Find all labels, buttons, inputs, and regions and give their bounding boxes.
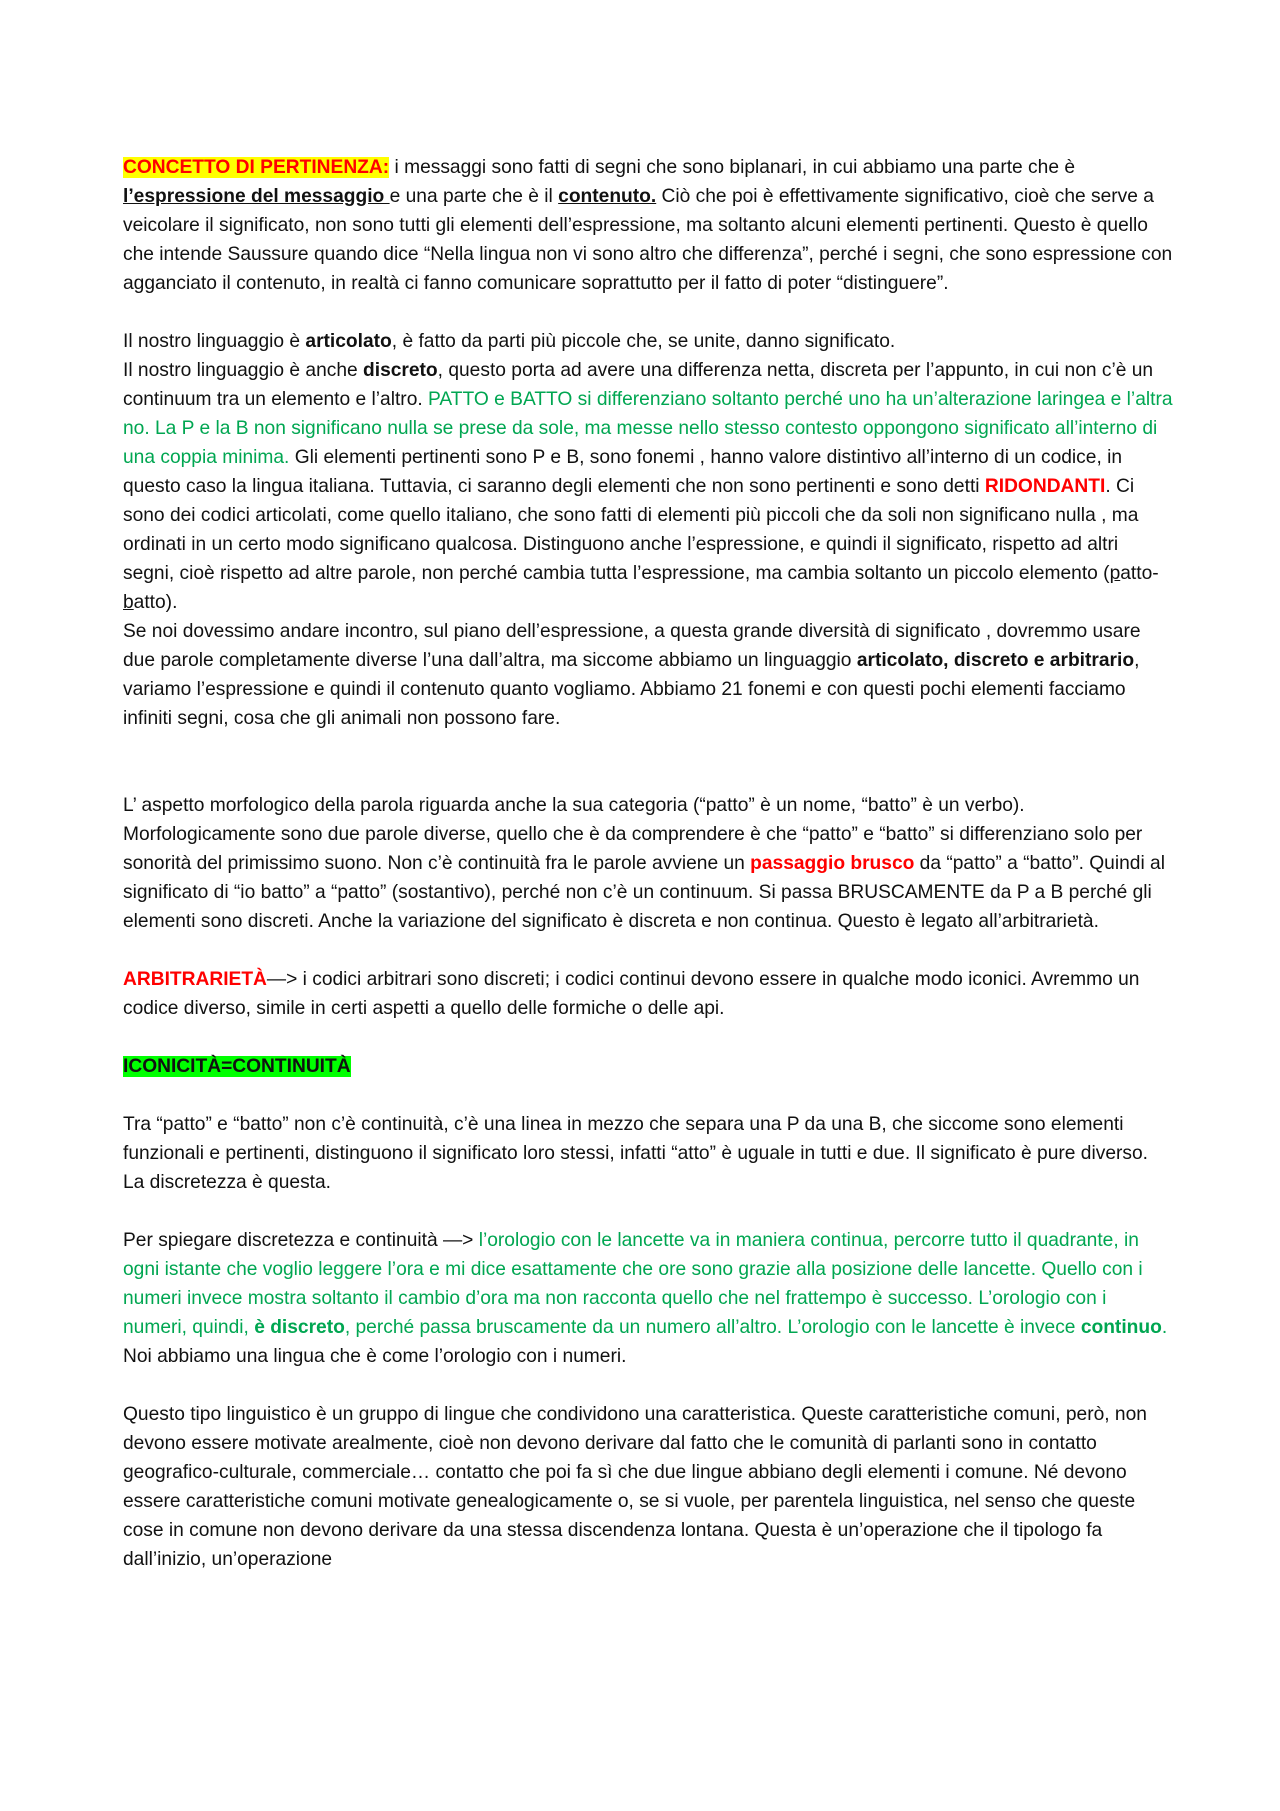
paragraph-discreto (123, 356, 1173, 617)
paragraph-gap (123, 1197, 1173, 1226)
paragraph-tipo-linguistico (123, 1400, 1173, 1574)
green-note-patto-batto: PATTO e BATTO si differenziano soltanto perché uno ha un’alterazione laringea e l’altra no. La P e la B non significano nulla se prese da sole, ma messe nello stesso contesto oppongono significato all’interno di una coppia minima. (123, 389, 1173, 468)
green-note-orologio: , perché passa bruscamente da un numero all’altro. L’orologio con le lancette è invece (344, 1317, 1081, 1338)
paragraph-morfologico (123, 791, 1173, 936)
underlined-letter-b: b (123, 592, 134, 613)
paragraph-articolato (123, 327, 1173, 356)
term-passaggio-brusco: passaggio brusco (750, 853, 915, 874)
text-span: , questo porta ad avere una differenza netta, discreta per l’appunto, in cui non c’è un continuum tra un elemento e l’altro. (123, 360, 1154, 410)
green-note-orologio: . (1161, 1317, 1168, 1338)
text-span: da “patto” a “batto”. Quindi al significato di “io batto” a “patto” (sostantivo), perché non c’è un continuum. Si passa BRUSCAMENTE da P a B perché gli elementi sono discreti. Anche la variazione del significato è discreta e non continua. Questo è legato all’arbitrarietà. (123, 853, 1165, 932)
term-e-discreto: è discreto (254, 1317, 345, 1338)
paragraph-gap (123, 298, 1173, 327)
underlined-letter-p: p (1109, 563, 1121, 584)
text-span: Per spiegare discretezza e continuità —> (123, 1230, 479, 1251)
paragraph-gap (123, 733, 1173, 791)
term-ridondanti: RIDONDANTI (984, 476, 1106, 497)
paragraph-gap (123, 1081, 1173, 1110)
text-span: Il nostro linguaggio è (123, 331, 306, 352)
text-span: L’ aspetto morfologico della parola riguarda anche la sua categoria (“patto” è un nome, “batto” è un verbo). Morfologicamente sono due parole diverse, quello che è da comprendere è che “patto” e “batto” si differenziano solo per sonorità del primissimo suono. Non c’è continuità fra le parole avviene un (123, 795, 1143, 874)
text-span: . Ci sono dei codici articolati, come quello italiano, che sono fatti di elementi più piccoli che da soli non significano nulla , ma ordinati in un certo modo significano qualcosa. Distinguono anche l’espressione, e quindi il significato, rispetto ad altri segni, cioè rispetto ad altre parole, non perché cambia tutta l’espressione, ma cambia soltanto un piccolo elemento ( (123, 476, 1139, 584)
paragraph-pertinenza (123, 153, 1173, 298)
text-span: Questo tipo linguistico è un gruppo di lingue che condividono una caratteristica. Queste caratteristiche comuni, però, non devono essere motivate arealmente, cioè non devono derivare dal fatto che le comunità di parlanti sono in contatto geografico-culturale, commerciale… contatto che poi fa sì che due lingue abbiano degli elementi i comune. Né devono essere caratteristiche comuni motivate genealogicamente o, se si vuole, per parentela linguistica, nel senso che queste cose in comune non devono derivare da una stessa discendenza lontana. Questa è un’operazione che il tipologo fa dall’inizio, un’operazione (123, 1404, 1147, 1570)
document-body (123, 153, 1173, 1574)
text-span: Se noi dovessimo andare incontro, sul piano dell’espressione, a questa grande diversità di significato , dovremmo usare due parole completamente diverse l’una dall’altra, ma siccome abbiamo un linguaggio (123, 621, 1141, 671)
term-espressione: l’espressione del messaggio (123, 186, 390, 207)
term-articolato-discreto-arbitrario: articolato, discreto e arbitrario (856, 650, 1135, 671)
text-span: Gli elementi pertinenti sono P e B, sono fonemi , hanno valore distintivo all’interno di un codice, in questo caso la lingua italiana. Tuttavia, ci saranno degli elementi che non sono pertinenti e sono detti (123, 447, 1123, 497)
text-span: , variamo l’espressione e quindi il contenuto quanto vogliamo. Abbiamo 21 fonemi e con questi pochi elementi facciamo infiniti segni, cosa che gli animali non possono fare. (123, 650, 1140, 729)
paragraph-gap (123, 1023, 1173, 1052)
paragraph-arbitrarieta (123, 965, 1173, 1023)
text-span: e una parte che è il (389, 186, 559, 207)
term-discreto: discreto (363, 360, 438, 381)
text-span: i messaggi sono fatti di segni che sono biplanari, in cui abbiamo una parte che è (389, 157, 1075, 178)
text-span: Noi abbiamo una lingua che è come l’orologio con i numeri. (123, 1346, 627, 1367)
paragraph-arbitrario (123, 617, 1173, 733)
term-continuo: continuo (1080, 1317, 1162, 1338)
heading-concetto-pertinenza: CONCETTO DI PERTINENZA: (123, 157, 390, 178)
green-note-orologio: l’orologio con le lancette va in maniera continua, percorre tutto il quadrante, in ogni istante che voglio leggere l’ora e mi dice esattamente che ore sono grazie alla posizione delle lancette. Quello con i numeri invece mostra soltanto il cambio d’ora ma non racconta quello che nel frattempo è successo. L’orologio con i numeri, quindi, (123, 1230, 1143, 1338)
heading-arbitrarieta: ARBITRARIETÀ (123, 969, 267, 990)
paragraph-patto-batto (123, 1110, 1173, 1197)
paragraph-gap (123, 936, 1173, 965)
term-contenuto: contenuto. (558, 186, 657, 207)
text-span: —> i codici arbitrari sono discreti; i codici continui devono essere in qualche modo iconici. Avremmo un codice diverso, simile in certi aspetti a quello delle formiche o delle api. (123, 969, 1140, 1019)
term-articolato: articolato (305, 331, 392, 352)
text-span: atto). (133, 592, 178, 613)
text-span: Il nostro linguaggio è anche (123, 360, 364, 381)
paragraph-orologio (123, 1226, 1173, 1371)
paragraph-gap (123, 1371, 1173, 1400)
heading-iconicita-continuita: ICONICITÀ=CONTINUITÀ (123, 1056, 351, 1077)
text-span: Ciò che poi è effettivamente significativo, cioè che serve a veicolare il significato, non sono tutti gli elementi dell’espressione, ma soltanto alcuni elementi pertinenti. Questo è quello che intende Saussure quando dice “Nella lingua non vi sono altro che differenza”, perché i segni, che sono espressione con agganciato il contenuto, in realtà ci fanno comunicare soprattutto per il fatto di poter “distinguere”. (123, 186, 1173, 294)
text-span: Tra “patto” e “batto” non c’è continuità, c’è una linea in mezzo che separa una P da una B, che siccome sono elementi funzionali e pertinenti, distinguono il significato loro stessi, infatti “atto” è uguale in tutti e due. Il significato è pure diverso. La discretezza è questa. (123, 1114, 1148, 1193)
text-span: , è fatto da parti più piccole che, se unite, danno significato. (391, 331, 896, 352)
paragraph-iconicita (123, 1052, 1173, 1081)
text-span: atto- (1120, 563, 1159, 584)
